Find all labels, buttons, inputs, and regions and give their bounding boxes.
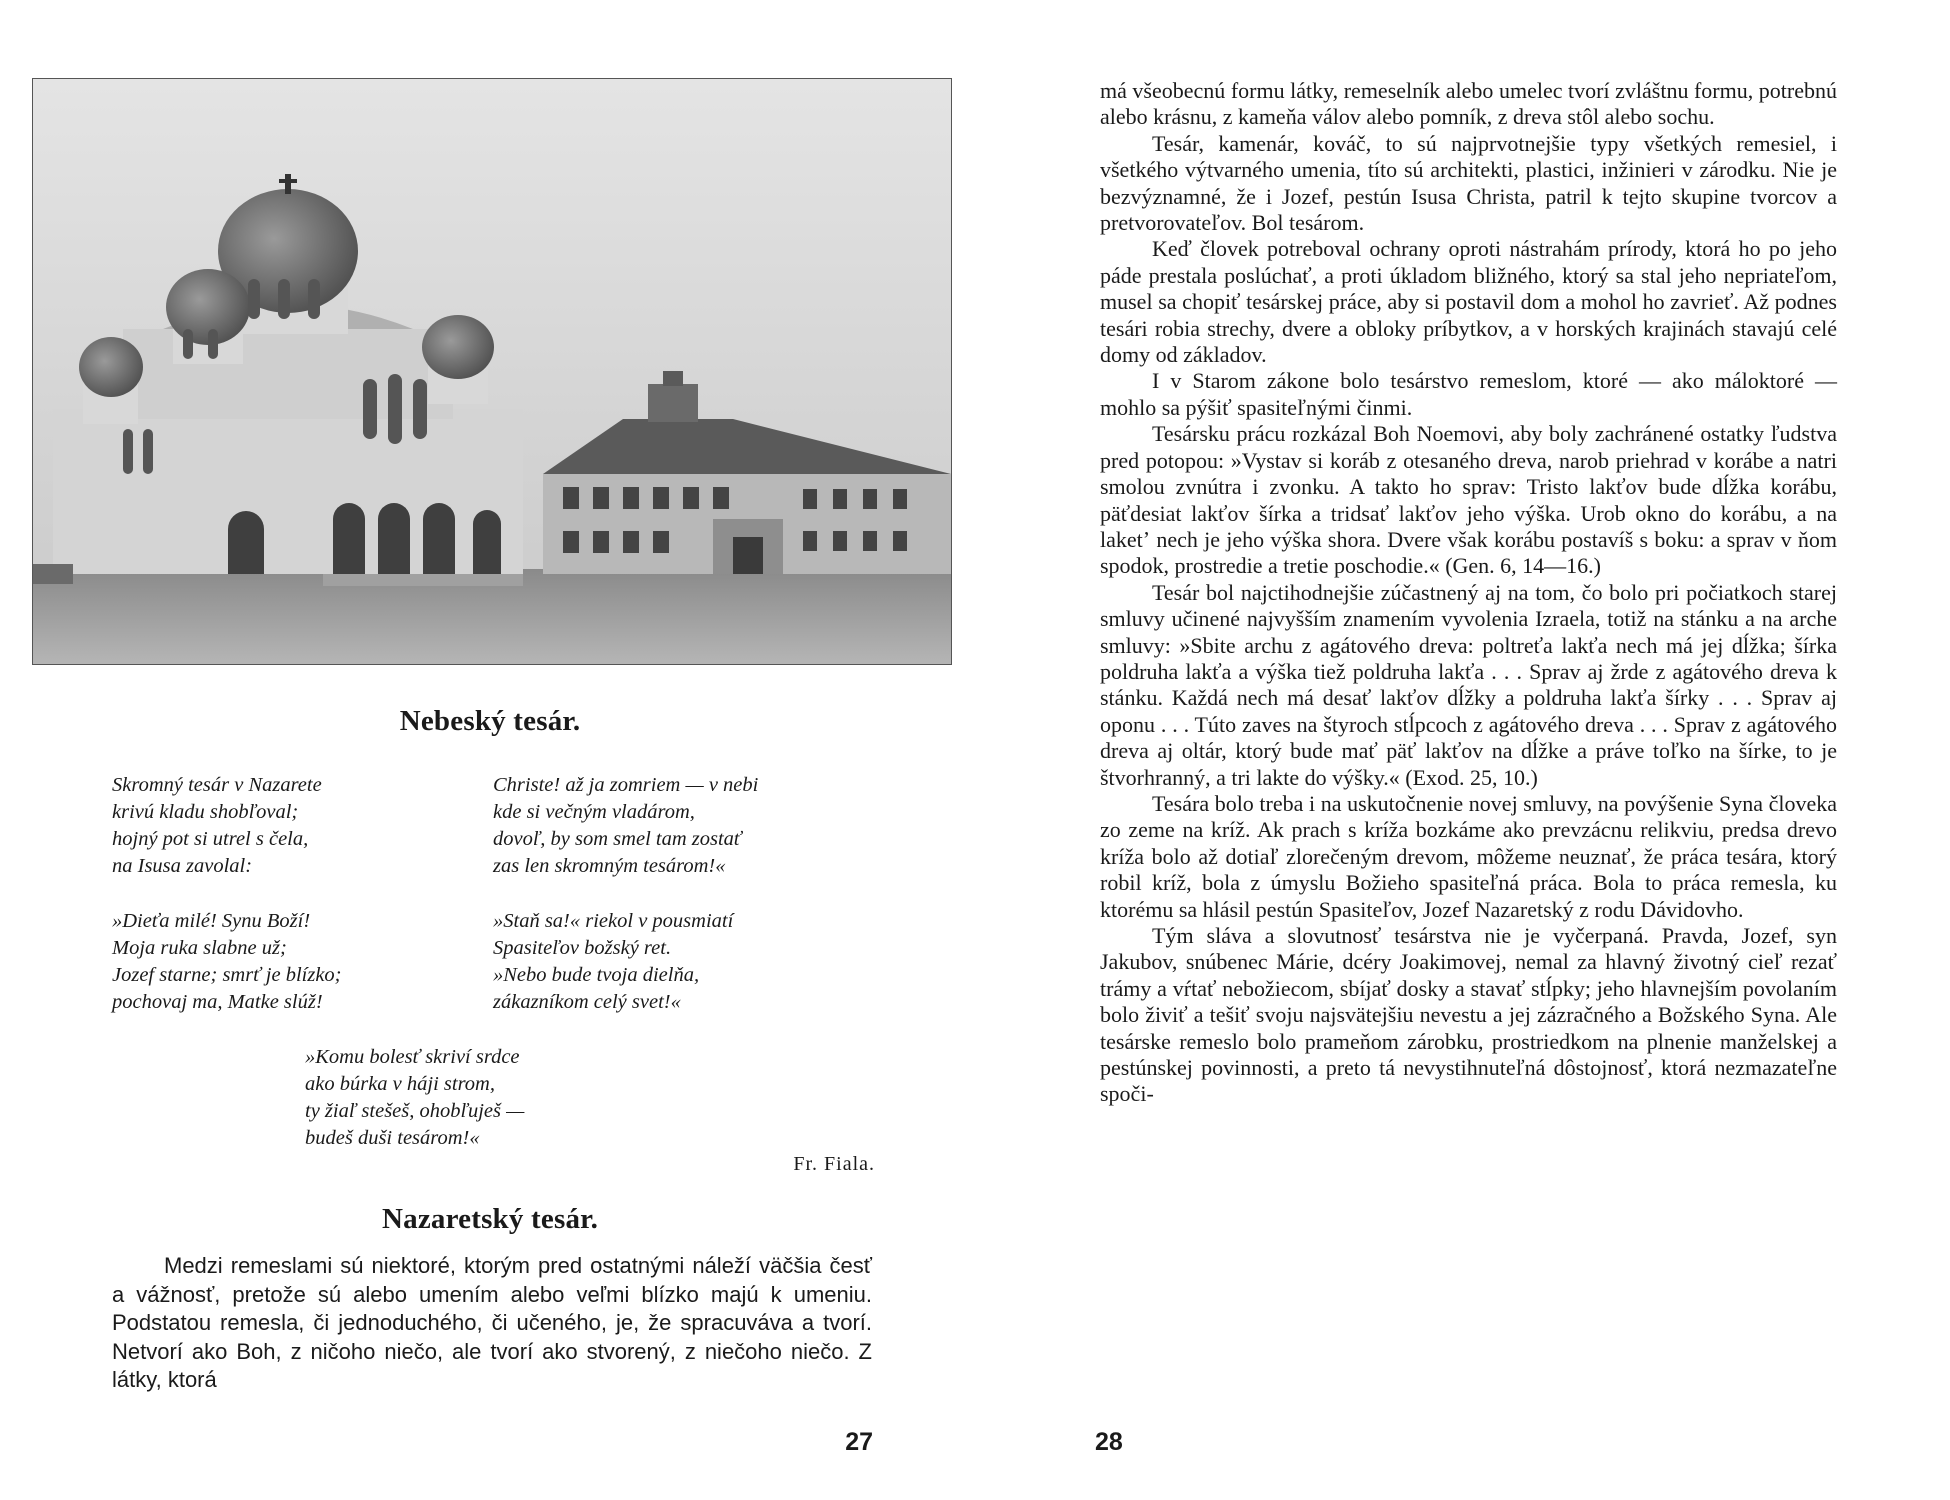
paragraph: Tesársku prácu rozkázal Boh Noemovi, aby boly zachránené ostatky ľudstva pred potopou: »Vystav si koráb z otesaného dreva, narob priehrad v korábe a natri smolou zvnútra i zvonku. A takto ho sprav: Tristo lakťov bude dĺžka korábu, päťdesiat lakťov šírka a tridsať lakťov jeho výška. Urob okno do korábu, a na laketʼ nech je jeho výška shora. Dvere však korábu postavíš s boku: a sprav v ňom spodok, prostredie a tretie poschodie.« (Gen. 6, 14—16.) — [1100, 421, 1837, 579]
poem-stanza: Skromný tesár v Nazarete krivú kladu shobľoval; hojný pot si utrel s čela, na Isusa zavolal: — [112, 774, 322, 877]
page-number: 28 — [1095, 1428, 1123, 1456]
article-body-continued — [1100, 78, 1837, 1108]
right-page — [975, 0, 1950, 1500]
poem-stanza: »Dieťa milé! Synu Boží! Moja ruka slabne už; Jozef starne; smrť je blízko; pochovaj ma, Matke slúž! — [112, 910, 342, 1013]
paragraph: Tesár, kamenár, kováč, to sú najprvotnejšie typy všetkých remesiel, i všetkého výtvarného umenia, títo sú architekti, plastici, inžinieri v zárodku. Nie je bezvýznamné, že i Jozef, pestún Isusa Christa, patril k tejto skupine tvorcov a pretvorovateľov. Bol tesárom. — [1100, 130, 1837, 236]
poem-author: Fr. Fiala. — [793, 1153, 875, 1175]
paragraph: I v Starom zákone bolo tesárstvo remeslom, ktoré — ako máloktoré — mohlo sa pýšiť spasiteľnými činmi. — [1100, 368, 1837, 420]
poem-title: Nebeský tesár. — [399, 705, 581, 737]
page-number: 27 — [845, 1428, 873, 1456]
paragraph: Tesára bolo treba i na uskutočnenie novej smluvy, na povýšenie Syna človeka zo zeme na kríž. Ak prach s kríža bozkáme ako prevzácnu relikviu, predsa drevo kríža bolo až dotiaľ zlorečeným drevom, môžeme neuznať, že práca tesára, ktorý robil kríž, bola z úmyslu Božieho spasiteľná práca. Bola to práca remesla, ku ktorému sa hlásil pestún Spasiteľov, Jozef Nazaretský z rodu Dávidovho. — [1100, 790, 1837, 922]
paragraph: Keď človek potreboval ochrany oproti nástrahám prírody, ktorá ho po jeho páde prestala poslúchať, a proti úkladom bližného, ktorý sa stal jeho nepriateľom, musel sa chopiť tesárskej práce, aby si postavil dom a mohol ho zavrieť. Až podnes tesári robia strechy, dvere a obloky príbytkov, a v horských krajinách stavajú celé domy od základov. — [1100, 236, 1837, 368]
paragraph: Tým sláva a slovutnosť tesárstva nie je vyčerpaná. Pravda, Jozef, syn Jakubov, snúbenec Márie, dcéry Joakimovej, nemal za hlavný životný cieľ rezať trámy a vŕtať nebožiecom, sbíjať dosky a stavať stĺpky; jeho hlavnejším povolaním bolo živiť a tešiť svoju najsvätejšiu nevestu a jej zázračného a Božského Syna. Ale tesárske remeslo bolo prameňom zárobku, prostriedkom na plnenie manželskej a pestúnskej povinnosti, a preto tá nevystihnuteľná dôstojnosť, ktorá nezmazateľne spoči- — [1100, 923, 1837, 1107]
paragraph: má všeobecnú formu látky, remeselník alebo umelec tvorí zvláštnu formu, potrebnú alebo krásnu, z kameňa válov alebo pomník, z dreva stôl alebo sochu. — [1100, 78, 1837, 130]
paragraph: Tesár bol najctihodnejšie zúčastnený aj na tom, čo bolo pri počiatkoch starej smluvy učinené najvyšším znamením vyvolenia Izraela, totiž na stánku a na arche smluvy: »Sbite archu z agátového dreva: poltreťa lakťa nech má jej dĺžka; šírka poldruha lakťa a výška tiež poldruha lakťa . . . Sprav aj žrde z agátového dreva k stánku. Každá nech má desať lakťov dĺžky a poldruha lakťa šírky . . . Sprav aj oponu . . . Túto zaves na štyroch stĺpcoch z agátového dreva . . . Sprav z agátového dreva aj oltár, ktorý bude mať päť lakťov na dĺžke a práve toľko na šírke, to je štvorhranný, a tri lakte do výšky.« (Exod. 25, 10.) — [1100, 579, 1837, 790]
article-body — [112, 1252, 872, 1395]
poem-stanza: Christe! až ja zomriem — v nebi kde si večným vladárom, dovoľ, by som smel tam zostať zas len skromným tesárom!« — [493, 774, 759, 877]
paragraph: Medzi remeslami sú niektoré, ktorým pred ostatnými náleží väčšia česť a vážnosť, pretože sú alebo umením alebo veľmi blízko majú k umeniu. Podstatou remesla, či jednoduchého, či učeného, je, že spracuváva a tvorí. Netvorí ako Boh, z ničoho niečo, ale tvorí ako stvorený, z niečoho niečo. Z látky, ktorá — [112, 1253, 872, 1393]
article-title: Nazaretský tesár. — [381, 1203, 599, 1235]
church-photograph — [32, 78, 952, 665]
poem-stanza: »Staň sa!« riekol v pousmiatí Spasiteľov božský ret. »Nebo bude tvoja dielňa, zákazníkom celý svet!« — [493, 910, 734, 1013]
poem-stanza: »Komu bolesť skriví srdce ako búrka v háji strom, ty žiaľ stešeš, ohobľuješ — budeš duši tesárom!« — [305, 1046, 525, 1149]
